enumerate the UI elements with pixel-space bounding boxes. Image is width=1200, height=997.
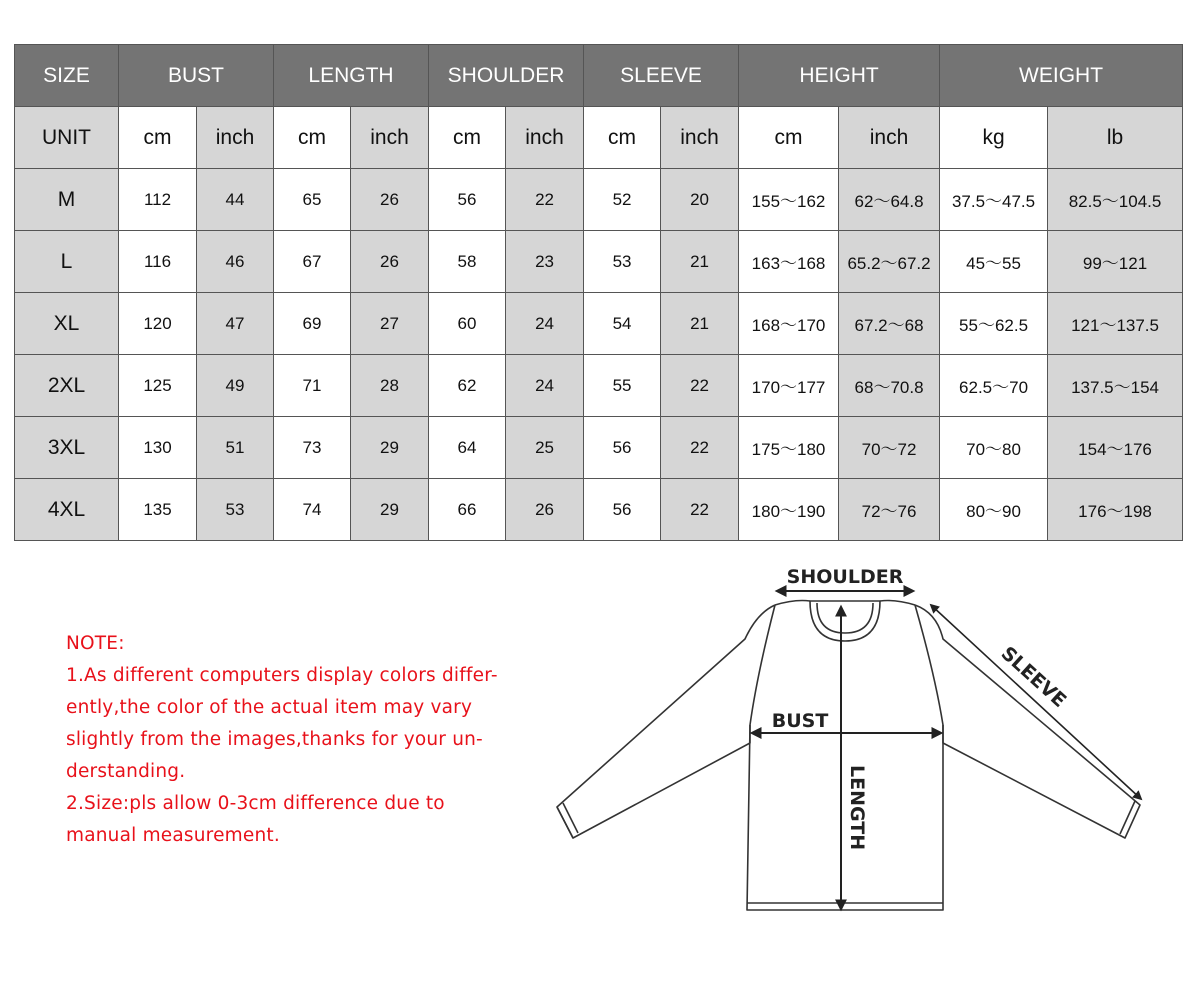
table-cell: 168～170	[739, 293, 839, 355]
table-cell: 22	[661, 355, 739, 417]
table-cell: 66	[429, 479, 506, 541]
table-cell: 72～76	[839, 479, 940, 541]
shoulder-label: SHOULDER	[786, 566, 904, 588]
table-cell: 22	[506, 169, 584, 231]
table-cell: 37.5～47.5	[940, 169, 1048, 231]
table-cell: 22	[661, 479, 739, 541]
unit-cell: cm	[119, 107, 197, 169]
note-line: 2.Size:pls allow 0-3cm difference due to	[66, 793, 445, 814]
table-cell: 67.2～68	[839, 293, 940, 355]
table-cell: 46	[197, 231, 274, 293]
table-cell: 47	[197, 293, 274, 355]
table-cell: 55～62.5	[940, 293, 1048, 355]
table-cell: 135	[119, 479, 197, 541]
table-row	[15, 355, 1183, 417]
table-cell: 154～176	[1048, 417, 1183, 479]
table-cell: 29	[351, 479, 429, 541]
unit-cell: cm	[274, 107, 351, 169]
table-row	[15, 417, 1183, 479]
table-header-row	[15, 45, 1183, 107]
unit-cell: cm	[739, 107, 839, 169]
table-cell: 54	[584, 293, 661, 355]
table-cell: 28	[351, 355, 429, 417]
sweater-outline	[557, 601, 1140, 911]
table-cell: 58	[429, 231, 506, 293]
table-cell: 99～121	[1048, 231, 1183, 293]
table-cell: 53	[197, 479, 274, 541]
table-cell: 60	[429, 293, 506, 355]
size-label: M	[15, 169, 119, 231]
size-label: 4XL	[15, 479, 119, 541]
table-row	[15, 231, 1183, 293]
table-cell: 45～55	[940, 231, 1048, 293]
table-cell: 26	[506, 479, 584, 541]
table-cell: 67	[274, 231, 351, 293]
table-cell: 26	[351, 231, 429, 293]
table-cell: 80～90	[940, 479, 1048, 541]
table-cell: 26	[351, 169, 429, 231]
table-cell: 175～180	[739, 417, 839, 479]
size-chart-table	[14, 44, 1183, 541]
note-line: ently,the color of the actual item may vary	[66, 697, 473, 718]
table-cell: 69	[274, 293, 351, 355]
table-cell: 56	[429, 169, 506, 231]
sleeve-arrow	[931, 605, 1141, 799]
table-cell: 137.5～154	[1048, 355, 1183, 417]
table-row	[15, 293, 1183, 355]
unit-label: UNIT	[15, 107, 119, 169]
table-cell: 56	[584, 479, 661, 541]
header-size: SIZE	[15, 45, 119, 107]
size-label: L	[15, 231, 119, 293]
table-cell: 121～137.5	[1048, 293, 1183, 355]
unit-cell: cm	[584, 107, 661, 169]
table-cell: 71	[274, 355, 351, 417]
unit-cell: cm	[429, 107, 506, 169]
unit-cell: inch	[506, 107, 584, 169]
header-weight: WEIGHT	[940, 45, 1183, 107]
table-cell: 62.5～70	[940, 355, 1048, 417]
sweater-measurement-diagram	[545, 555, 1165, 935]
table-cell: 68～70.8	[839, 355, 940, 417]
table-cell: 155～162	[739, 169, 839, 231]
unit-cell: lb	[1048, 107, 1183, 169]
table-cell: 53	[584, 231, 661, 293]
note-line: slightly from the images,thanks for your un-	[66, 729, 483, 750]
header-bust: BUST	[119, 45, 274, 107]
note-title: NOTE:	[66, 633, 125, 654]
table-cell: 180～190	[739, 479, 839, 541]
unit-cell: kg	[940, 107, 1048, 169]
table-cell: 56	[584, 417, 661, 479]
unit-row	[15, 107, 1183, 169]
table-cell: 62～64.8	[839, 169, 940, 231]
table-cell: 21	[661, 293, 739, 355]
size-label: XL	[15, 293, 119, 355]
size-label: 2XL	[15, 355, 119, 417]
note-line: derstanding.	[66, 761, 186, 782]
table-cell: 120	[119, 293, 197, 355]
table-cell: 23	[506, 231, 584, 293]
table-cell: 70～72	[839, 417, 940, 479]
table-cell: 24	[506, 293, 584, 355]
table-cell: 130	[119, 417, 197, 479]
table-cell: 170～177	[739, 355, 839, 417]
table-cell: 112	[119, 169, 197, 231]
header-sleeve: SLEEVE	[584, 45, 739, 107]
table-cell: 51	[197, 417, 274, 479]
table-cell: 65	[274, 169, 351, 231]
table-cell: 64	[429, 417, 506, 479]
table-row	[15, 169, 1183, 231]
sleeve-label: SLEEVE	[996, 642, 1071, 712]
header-length: LENGTH	[274, 45, 429, 107]
unit-cell: inch	[351, 107, 429, 169]
table-cell: 20	[661, 169, 739, 231]
header-height: HEIGHT	[739, 45, 940, 107]
table-cell: 29	[351, 417, 429, 479]
unit-cell: inch	[661, 107, 739, 169]
table-cell: 55	[584, 355, 661, 417]
table-cell: 82.5～104.5	[1048, 169, 1183, 231]
table-cell: 44	[197, 169, 274, 231]
note-line: manual measurement.	[66, 825, 280, 846]
table-cell: 163～168	[739, 231, 839, 293]
header-shoulder: SHOULDER	[429, 45, 584, 107]
table-cell: 176～198	[1048, 479, 1183, 541]
table-cell: 125	[119, 355, 197, 417]
table-cell: 70～80	[940, 417, 1048, 479]
table-row	[15, 479, 1183, 541]
table-cell: 65.2～67.2	[839, 231, 940, 293]
size-label: 3XL	[15, 417, 119, 479]
unit-cell: inch	[197, 107, 274, 169]
table-cell: 73	[274, 417, 351, 479]
table-cell: 62	[429, 355, 506, 417]
table-cell: 25	[506, 417, 584, 479]
table-cell: 24	[506, 355, 584, 417]
table-cell: 74	[274, 479, 351, 541]
table-cell: 49	[197, 355, 274, 417]
table-cell: 21	[661, 231, 739, 293]
table-cell: 116	[119, 231, 197, 293]
unit-cell: inch	[839, 107, 940, 169]
table-cell: 22	[661, 417, 739, 479]
bust-label: BUST	[771, 710, 829, 732]
table-cell: 27	[351, 293, 429, 355]
length-label: LENGTH	[846, 765, 868, 851]
note-block	[66, 628, 586, 852]
table-cell: 52	[584, 169, 661, 231]
note-line: 1.As different computers display colors differ-	[66, 665, 498, 686]
